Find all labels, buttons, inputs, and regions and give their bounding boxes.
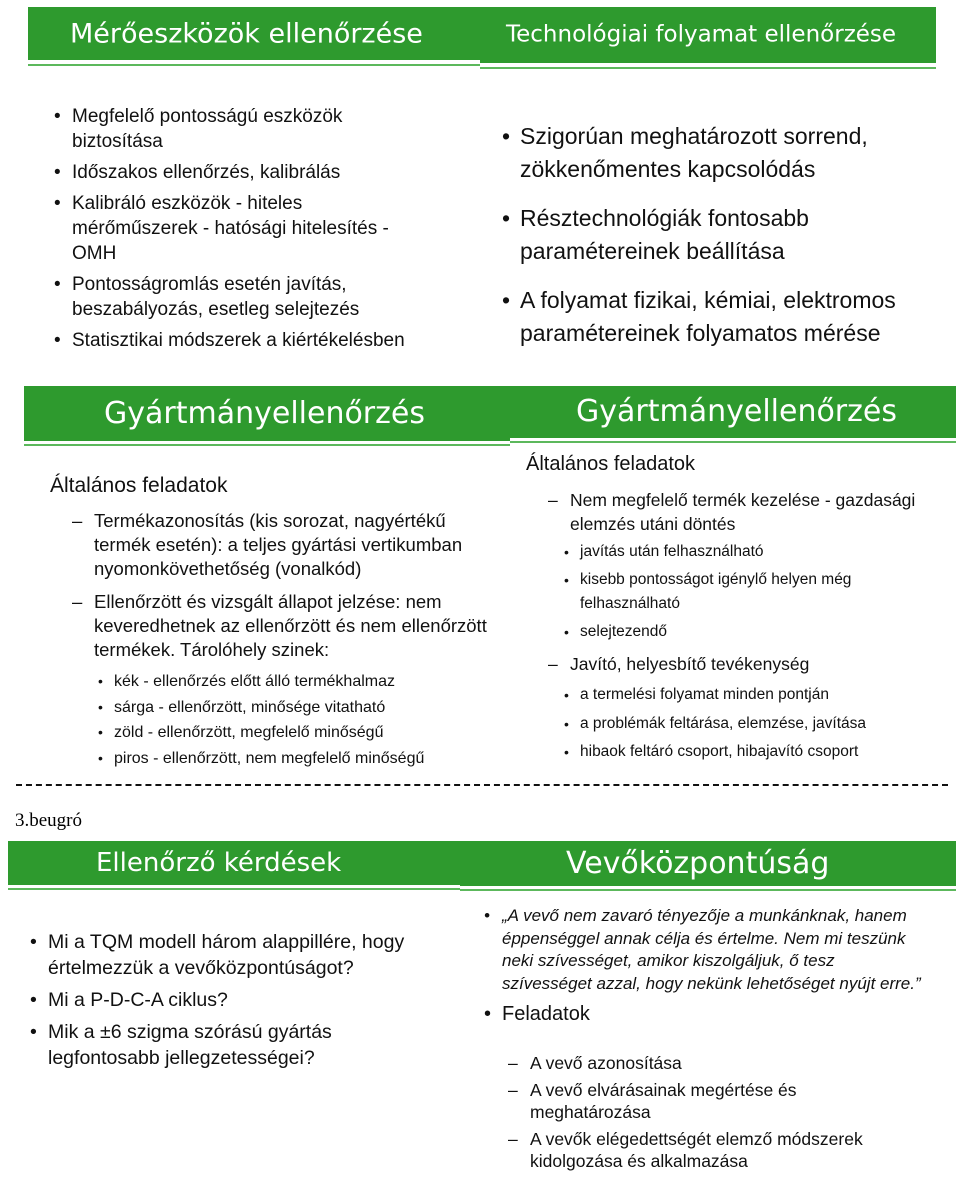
section-label: 3.beugró [15,810,83,831]
slide-title: Technológiai folyamat ellenőrzése [506,21,897,48]
list-item: • selejtezendő [564,620,944,644]
list-item: • Mi a TQM modell három alappillére, hogy értelmezzük a vevőközpontúságot? [30,929,450,981]
list-item: • sárga - ellenőrzött, minősége vitatható [98,695,498,721]
bullet-list [502,120,922,350]
title-underline [480,67,936,69]
list-item: • a termelési folyamat minden pontján [564,681,944,710]
list-item [548,652,944,767]
slide-title-band [8,841,460,885]
list-item: • Szigorúan meghatározott sorrend, zökkenőmentes kapcsolódás [502,120,922,186]
list-item-label: Nem megfelelő termék kezelése - gazdasági elemzés utáni döntés [570,490,916,534]
bullet-list [30,929,450,1071]
slide-title-band [28,7,480,60]
list-item: – A vevő azonosítása [508,1052,908,1075]
dashed-separator-text [16,786,17,787]
dash-list [508,1052,908,1173]
title-underline [28,64,480,66]
list-item: • Megfelelő pontosságú eszközök biztosítása [54,104,474,154]
bullet-list [54,104,474,353]
title-underline [460,889,956,891]
slide-title: Vevőközpontúság [566,845,830,881]
slide-meroeszkozok [28,7,480,379]
list-item: • javítás után felhasználható [564,540,944,564]
section-heading: Általános feladatok [50,474,228,497]
slide-title: Ellenőrző kérdések [96,848,342,878]
list-item: • A folyamat fizikai, kémiai, elektromos paramétereinek folyamatos mérése [502,284,922,350]
title-underline [510,441,956,443]
section-heading: Általános feladatok [526,453,696,475]
slide-title-band [460,841,956,886]
list-item: • Résztechnológiák fontosabb paramétereinek beállítása [502,202,922,268]
title-underline [8,888,460,890]
list-item: • Statisztikai módszerek a kiértékelésben [54,328,474,353]
title-underline [24,444,510,446]
list-item: • hibaok feltáró csoport, hibajavító csoport [564,738,944,767]
list-item: • zöld - ellenőrzött, megfelelő minőségű [98,720,498,746]
slide-title-band [510,386,956,438]
slide-kerdesek [8,841,460,1171]
list-item: • Időszakos ellenőrzés, kalibrálás [54,160,474,185]
list-item [548,488,944,644]
list-item: – A vevők elégedettségét elemző módszerek kidolgozása és alkalmazása [508,1128,908,1173]
sub-list [564,540,944,644]
slide-title: Mérőeszközök ellenőrzése [70,18,423,49]
list-item: – Termékazonosítás (kis sorozat, nagyértékű termék esetén): a teljes gyártási vertikumban nyomonkövethetőség (vonalkód) [72,509,502,581]
slide-vevokozpontusag [460,841,956,1177]
slide-gyartmany-1 [24,386,510,776]
bullet-list [484,905,924,1027]
slide-title: Gyártmányellenőrzés [104,395,425,431]
dash-list [72,509,502,662]
storage-colors-list [98,669,498,771]
slide-technologiai [480,7,936,379]
list-item: • piros - ellenőrzött, nem megfelelő minőségű [98,746,498,772]
list-item: – Ellenőrzött és vizsgált állapot jelzése: nem keveredhetnek az ellenőrzött és nem ellenőrzött termékek. Tárolóhely szinek: [72,590,502,662]
list-item: • Kalibráló eszközök - hiteles mérőműszerek - hatósági hitelesítés - OMH [54,191,474,266]
list-item: • kisebb pontosságot igénylő helyen még felhasználható [564,568,944,616]
list-item: • a problémák feltárása, elemzése, javítása [564,710,944,739]
slide-title: Gyártmányellenőrzés [576,394,897,429]
quote-item: • „A vevő nem zavaró tényezője a munkánknak, hanem éppenséggel annak célja és értelme. Nem mi teszünk neki szívességet, amikor kiszolgáljuk, ő tesz szívességet azzal, hogy nekünk lehetőséget nyújt erre.” [484,905,924,995]
list-item: • Mi a P-D-C-A ciklus? [30,987,450,1013]
list-item: • kék - ellenőrzés előtt álló termékhalmaz [98,669,498,695]
slide-gyartmany-2 [510,386,956,776]
slide-title-band [480,7,936,63]
dashed-separator [16,784,948,786]
section-heading: • Feladatok [484,1001,924,1027]
dash-list [548,488,944,767]
list-item-label: Javító, helyesbítő tevékenység [570,654,810,674]
list-item: – A vevő elvárásainak megértése és meghatározása [508,1079,908,1124]
list-item: • Pontosságromlás esetén javítás, beszabályozás, esetleg selejtezés [54,272,474,322]
list-item: • Mik a ±6 szigma szórású gyártás legfontosabb jellegzetességei? [30,1019,450,1071]
slide-title-band [24,386,510,441]
sub-list [564,681,944,767]
